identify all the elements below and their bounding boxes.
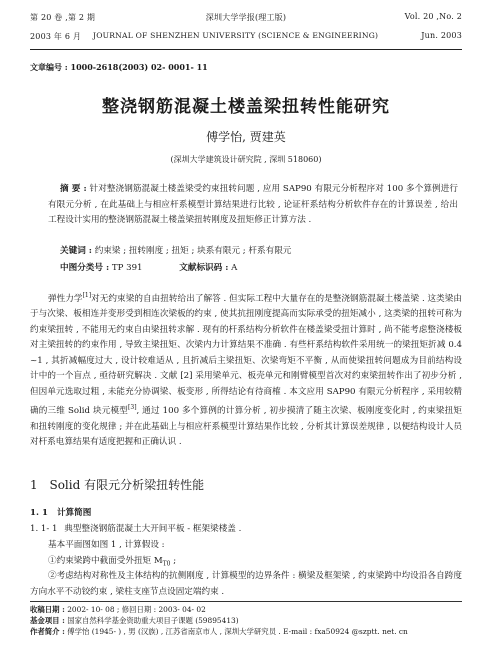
doc-label: 文献标识码 :: [179, 263, 229, 273]
clc-label: 中图分类号 :: [60, 263, 110, 273]
subsection-1-1: [30, 506, 91, 518]
journal-name-en: JOURNAL OF SHENZHEN UNIVERSITY (SCIENCE & ENGINEERING): [93, 31, 379, 40]
header-rule: [30, 49, 462, 50]
footnote-author: 作者简介 : 傅学怡 (1945- ) , 男 (汉族) , 江苏省南京市人 , 深圳大学研究员 . E-mail : fxa50924 @szptt. net. cn: [30, 627, 408, 636]
footnote-rule: [30, 601, 462, 602]
journal-name-cn: 深圳大学学报(理工版): [205, 13, 287, 22]
item-text: 典型整浇钢筋混凝土大开间平板 - 框架梁楼盖 .: [64, 524, 242, 534]
authors: 傅学怡, 贾建英: [206, 130, 286, 144]
intro-text: 对无约束梁的自由扭转给出了解答 . 但实际工程中大量存在的是整浇钢筋混凝土楼盖梁 . 这类梁由于与次梁、板相连并变形受到相连次梁板的约束 , 使其抗扭刚度提高而实际承受的扭矩减小 , 这类梁的扭转可称为约束梁扭转 , 不能用无约束自由梁扭转求解 . 现有的杆系结构分析软件在楼盖梁受扭计算时 , 尚不能考虑整浇楼板对主梁扭转的约束作用 , 导致主梁扭矩、次梁内力计算结果不准确 . 有些杆系结构软件采用统一的梁扭矩折减 0.4 ~1 , 其折减幅度过大 , 设计较难适从 , 且折减后主梁扭矩、次梁弯矩不平衡 , 从而使梁扭转问题成为目前结构设计中的一个盲点 , 亟待研究解决 . 文献 [2] 采用梁单元、板壳单元和刚臂模型首次对约束梁扭转作出了初步分析 , 但因单元选取过粗 , 未能充分协调梁、板变形 , 所得结论有待商榷 . 本文应用 SAP90 有限元分析程序 , 采用较精确的三维 Solid 块元模型: [30, 293, 462, 417]
classification: [60, 261, 237, 273]
article-id: 文章编号 : 1000-2618(2003) 02- 0001- 11: [30, 62, 208, 72]
affiliation: (深圳大学建筑设计研究院 , 深圳 518060): [170, 155, 322, 164]
moment-subscript: T0: [162, 560, 171, 568]
paper-title: 整浇钢筋混凝土楼盖梁扭转性能研究: [102, 97, 390, 117]
subsection-number: 1. 1: [30, 508, 48, 518]
section-1-title: Solid 有限元分析梁扭转性能: [49, 478, 205, 492]
body-line-1: 基本平面图如图 1 , 计算假设 :: [48, 540, 165, 550]
intro-lead: 弹性力学: [48, 293, 83, 304]
subsection-title: 计算简图: [56, 508, 92, 518]
volume-right: Vol. 20 ,No. 2: [404, 12, 462, 21]
abstract: [48, 182, 458, 229]
footnote-fund: 基金项目 : 国家自然科学基金资助重大项目子课题 (59895413): [30, 616, 239, 625]
abstract-label: 摘 要 :: [60, 184, 87, 194]
body-line-3: ②考虑结构对称性及主体结构的抗侧刚度 , 计算模型的边界条件 : 横梁及框架梁 , 约束梁跨中均设沿各自跨度方向水平不动铰约束 , 梁柱支座节点设固定端约束 .: [30, 571, 462, 597]
item-1-1-1: [30, 522, 241, 534]
keywords-text: 约束梁 ; 扭转刚度 ; 扭矩 ; 块系有限元 ; 杆系有限元: [94, 246, 292, 256]
intro-paragraph: [30, 288, 462, 451]
date-left: 2003 年 6 月: [30, 32, 82, 41]
section-1-heading: [30, 476, 204, 493]
footnotes: [30, 604, 408, 637]
keywords: [60, 244, 291, 256]
doc-value: A: [231, 263, 238, 273]
keywords-label: 关键词 :: [60, 246, 92, 256]
abstract-text: 针对整浇钢筋混凝土楼盖梁受约束扭转问题 , 应用 SAP90 有限元分析程序对 100 多个算例进行有限元分析 , 在此基础上与相应杆系模型计算结果进行比较 , 论证杆系结构分析软件存在的计算误差 , 给出工程设计实用的整浇钢筋混凝土楼盖梁扭转刚度及扭矩修正计算方法 .: [48, 184, 459, 225]
body-line-2-text: ①约束梁跨中截面受外扭矩 M: [48, 556, 163, 566]
ref-3: [3]: [128, 404, 137, 412]
item-number: 1. 1- 1: [30, 524, 58, 534]
footnote-received: 收稿日期 : 2002- 10- 08 ; 修回日期 : 2003- 04- 02: [30, 605, 206, 614]
section-1-number: 1: [30, 478, 38, 492]
ref-1: [1]: [82, 292, 92, 299]
body-line-2: ①约束梁跨中截面受外扭矩 $M_{T0}$ ;: [48, 556, 177, 568]
volume-left: 第 20 卷 ,第 2 期: [30, 13, 96, 22]
intro-text-2: , 通过 100 多个算例的计算分析 , 初步摸清了随主次梁、板刚度变化时 , 约束梁扭矩和扭转刚度的变化规律 ; 并在此基础上与相应杆系模型计算结果作比较 , 分析其计算误差规律 , 以便结构设计人员对杆系电算结果有适度把握和正确认识 .: [30, 406, 462, 448]
date-right: Jun. 2003: [421, 31, 462, 40]
clc-value: TP 391: [111, 263, 143, 273]
